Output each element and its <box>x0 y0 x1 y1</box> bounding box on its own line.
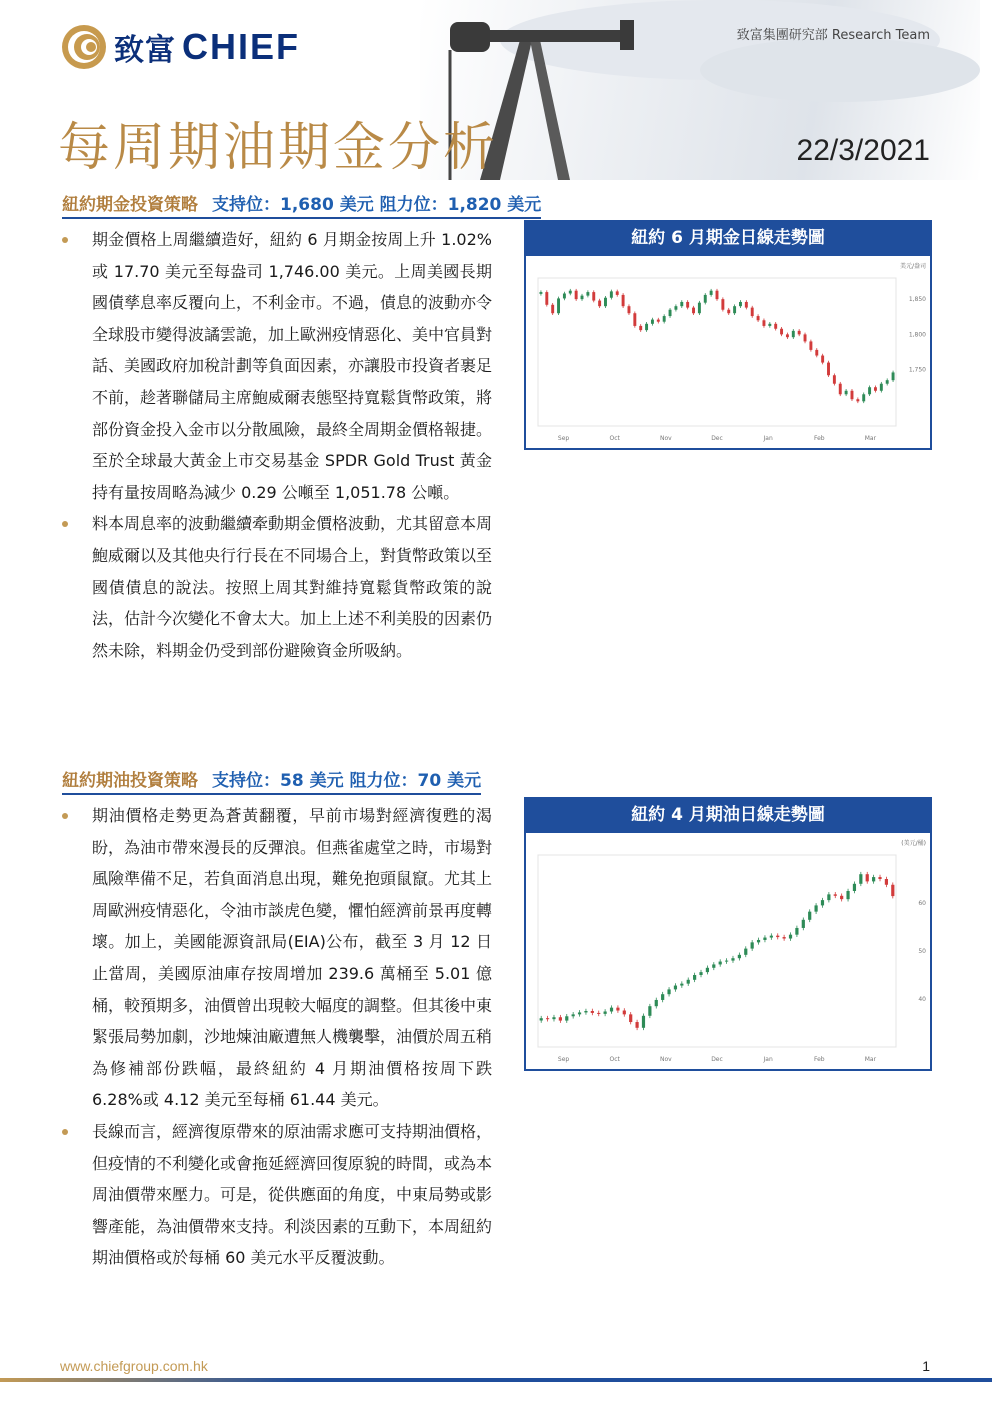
oil-candle-body <box>719 962 722 965</box>
oil-candle-body <box>604 1011 607 1013</box>
gold-candle-body <box>604 298 607 306</box>
oil-candle-body <box>648 1006 651 1016</box>
gold-y-tick: 1,800 <box>908 331 926 339</box>
oil-candle-body <box>629 1014 632 1022</box>
gold-candle-body <box>757 316 760 320</box>
gold-candle-body <box>551 305 554 313</box>
oil-candle-body <box>827 894 830 900</box>
oil-candle-body <box>859 874 862 884</box>
gold-x-tick: Oct <box>609 435 620 442</box>
gold-x-tick: Feb <box>813 435 825 442</box>
company-logo <box>60 22 300 72</box>
gold-candle-body <box>774 324 777 329</box>
oil-candle-body <box>546 1018 549 1019</box>
oil-candle-body <box>795 928 798 935</box>
gold-candle-body <box>851 391 854 399</box>
gold-candle-body <box>592 292 595 300</box>
gold-chart-title: 紐約 6 月期金日線走勢圖 <box>524 220 932 256</box>
gold-candle-body <box>880 384 883 391</box>
oil-candle-body <box>661 994 664 1000</box>
gold-candle-body <box>745 302 748 308</box>
gold-unit-label: 美元/盎司 <box>899 263 926 270</box>
gold-candle-body <box>674 306 677 310</box>
oil-candle-body <box>821 900 824 905</box>
oil-candle-body <box>757 940 760 942</box>
oil-candle-body <box>885 879 888 885</box>
oil-candle-body <box>706 968 709 972</box>
gold-candle-body <box>669 310 672 316</box>
gold-chart-panel <box>524 220 932 450</box>
oil-candle-body <box>680 984 683 986</box>
gold-analysis-list <box>62 224 492 666</box>
gold-bullet-2: 料本周息率的波動繼續牽動期金價格波動，尤其留意本周鮑威爾以及其他央行行長在不同場合上，對貨幣政策以至國債債息的說法。按照上周其對維持寬鬆貨幣政策的說法，估計今次變化不會太大。加上上述不利美股的因素仍然未除，料期金仍受到部份避險資金所吸納。 <box>62 508 492 666</box>
oil-support-resistance: 支持位：58 美元 阻力位：70 美元 <box>212 771 482 791</box>
gold-x-tick: Jan <box>763 435 773 442</box>
oil-candle-body <box>738 955 741 958</box>
gold-candle-body <box>704 295 707 303</box>
oil-x-tick: Jan <box>763 1056 773 1063</box>
oil-candle-body <box>725 961 728 962</box>
footer-divider <box>0 1378 992 1382</box>
gold-candlestick-chart <box>526 256 930 448</box>
gold-candle-body <box>868 387 871 394</box>
gold-candle-body <box>833 375 836 383</box>
oil-y-tick: 40 <box>918 996 926 1003</box>
gold-candle-body <box>628 306 631 313</box>
gold-candle-body <box>639 326 642 330</box>
gold-section-title: 紐約期金投資策略 <box>62 195 198 215</box>
oil-candle-body <box>693 975 696 980</box>
gold-y-tick: 1,850 <box>908 296 926 304</box>
gold-candle-body <box>792 331 795 337</box>
gold-candle-body <box>780 329 783 335</box>
gold-candle-body <box>856 399 859 401</box>
oil-candle-body <box>789 935 792 939</box>
oil-candle-body <box>866 874 869 881</box>
oil-x-tick: Nov <box>659 1056 672 1063</box>
oil-candlestick-chart <box>526 833 930 1069</box>
gold-candle-body <box>598 301 601 307</box>
oil-candle-body <box>872 877 875 881</box>
gold-candle-body <box>809 341 812 349</box>
oil-candle-body <box>776 936 779 937</box>
oil-candle-body <box>731 958 734 960</box>
gold-candle-body <box>827 363 830 376</box>
gold-x-tick: Mar <box>864 435 877 442</box>
oil-candle-body <box>642 1016 645 1028</box>
gold-candle-body <box>798 331 801 335</box>
oil-unit-label: (美元/桶) <box>901 840 926 847</box>
oil-x-tick: Feb <box>813 1056 825 1063</box>
gold-candle-body <box>569 291 572 294</box>
gold-candle-body <box>680 302 683 306</box>
gold-y-tick: 1,750 <box>908 366 926 374</box>
oil-candle-body <box>744 949 747 955</box>
gold-x-tick: Dec <box>711 435 723 442</box>
gold-candle-body <box>645 324 648 330</box>
oil-candle-body <box>687 980 690 984</box>
gold-candle-body <box>663 316 666 322</box>
gold-candle-body <box>786 334 789 337</box>
gold-candle-body <box>698 303 701 314</box>
footer-website-link[interactable]: www.chiefgroup.com.hk <box>60 1358 208 1374</box>
oil-candle-body <box>610 1008 613 1012</box>
gold-candle-body <box>721 299 724 310</box>
gold-candle-body <box>586 292 589 296</box>
oil-chart-title: 紐約 4 月期油日線走勢圖 <box>524 797 932 833</box>
oil-candle-body <box>770 936 773 938</box>
gold-candle-body <box>575 291 578 299</box>
gold-candle-body <box>539 292 542 294</box>
oil-candle-body <box>559 1017 562 1020</box>
gold-candle-body <box>762 320 765 326</box>
oil-candle-body <box>834 894 837 895</box>
gold-candle-body <box>733 306 736 313</box>
oil-candle-body <box>635 1022 638 1028</box>
oil-bullet-2: 長線而言，經濟復原帶來的原油需求應可支持期油價格，但疫情的不利變化或會拖延經濟回復原貌的時間，或為本周油價帶來壓力。可是，從供應面的角度，中東局勢或影響產能，為油價帶來支持。利淡因素的互動下，本周紐約期油價格或於每桶 60 美元水平反覆波動。 <box>62 1116 492 1274</box>
oil-candle-body <box>623 1011 626 1015</box>
oil-candle-body <box>814 905 817 911</box>
gold-candle-body <box>739 302 742 306</box>
gold-candle-body <box>710 291 713 295</box>
oil-candle-body <box>667 989 670 994</box>
oil-chart-body <box>524 833 932 1071</box>
gold-candle-body <box>886 380 889 384</box>
report-date: 22/3/2021 <box>796 134 930 167</box>
oil-candle-body <box>584 1011 587 1012</box>
oil-candle-body <box>712 964 715 967</box>
oil-candle-body <box>572 1014 575 1016</box>
oil-candle-body <box>846 891 849 899</box>
logo-chinese-text: 致富 <box>114 33 176 68</box>
oil-candle-body <box>878 877 881 879</box>
oil-x-tick: Sep <box>557 1056 570 1063</box>
gold-candle-body <box>622 295 625 306</box>
oil-candle-body <box>699 972 702 975</box>
gold-candle-body <box>862 394 865 401</box>
gold-candle-body <box>616 291 619 295</box>
gold-candle-body <box>657 320 660 322</box>
oil-x-tick: Mar <box>864 1056 877 1063</box>
oil-y-tick: 50 <box>918 948 926 955</box>
oil-candle-body <box>655 1000 658 1006</box>
gold-candle-body <box>845 391 848 395</box>
oil-candle-body <box>552 1017 555 1019</box>
chief-emblem-icon <box>60 23 108 71</box>
oil-candle-body <box>597 1013 600 1014</box>
oil-candle-body <box>808 912 811 920</box>
oil-candle-body <box>840 896 843 899</box>
oil-plot-frame <box>538 855 896 1047</box>
logo-english-text: CHIEF <box>182 26 300 67</box>
gold-candle-body <box>633 313 636 326</box>
oil-candle-body <box>763 938 766 940</box>
oil-candle-body <box>853 884 856 891</box>
gold-candle-body <box>610 291 613 297</box>
gold-candle-body <box>651 320 654 324</box>
oil-bullet-1: 期油價格走勢更為蒼黃翻覆，早前市場對經濟復甦的渴盼，為油市帶來漫長的反彈浪。但燕雀處堂之時，市場對風險準備不足，若負面消息出現，難免抱頭鼠竄。尤其上周歐洲疫情惡化，令油市談虎色變，懼怕經濟前景再度轉壞。加上，美國能源資訊局(EIA)公布，截至 3 月 12 日止當周，美國原油庫存按周增加 239.6 萬桶至 5.01 億桶，較預期多，油價曾出現較大幅度的調整。但其後中東緊張局勢加劇，沙地煉油廠遭無人機襲擊，油價於周五稍為修補部份跌幅，最終紐約 4 月期油價格按周下跌 6.28%或 4.12 美元至每桶 61.44 美元。 <box>62 800 492 1116</box>
gold-x-tick: Nov <box>659 435 672 442</box>
gold-candle-body <box>716 291 719 299</box>
gold-candle-body <box>563 294 566 299</box>
oil-candle-body <box>565 1016 568 1020</box>
gold-candle-body <box>839 384 842 395</box>
department-label: 致富集團研究部 Research Team <box>736 28 930 43</box>
gold-candle-body <box>727 310 730 314</box>
gold-support-resistance: 支持位：1,680 美元 阻力位：1,820 美元 <box>212 195 542 215</box>
gold-candle-body <box>686 302 689 308</box>
oil-candle-body <box>751 942 754 948</box>
gold-chart-body <box>524 256 932 450</box>
oil-y-tick: 60 <box>918 900 926 907</box>
gold-bullet-1: 期金價格上周繼續造好，紐約 6 月期金按周上升 1.02%或 17.70 美元至每盎司 1,746.00 美元。上周美國長期國債孳息率反覆向上，不利金市。不過，債息的波動亦令全球股市變得波譎雲詭，加上歐洲疫情惡化、美中官員對話、美國政府加稅計劃等負面因素，亦讓股市投資者裹足不前，趁著聯儲局主席鮑威爾表態堅持寬鬆貨幣政策，將部份資金投入金市以分散風險，最終全周期金價格報捷。至於全球最大黃金上市交易基金 SPDR Gold Trust 黃金持有量按周略為減少 0.29 公噸至 1,051.78 公噸。 <box>62 224 492 508</box>
gold-candle-body <box>557 298 560 313</box>
oil-candle-body <box>578 1012 581 1014</box>
oil-chart-panel <box>524 797 932 1071</box>
oil-candle-body <box>891 885 894 896</box>
oil-candle-body <box>540 1018 543 1020</box>
gold-candle-body <box>804 334 807 341</box>
report-title: 每周期油期金分析 <box>58 118 499 178</box>
gold-x-tick: Sep <box>557 435 570 442</box>
gold-candle-body <box>874 387 877 391</box>
gold-candle-body <box>692 308 695 314</box>
oil-candle-body <box>616 1008 619 1011</box>
oil-analysis-list <box>62 800 492 1274</box>
oil-section-heading <box>62 766 481 795</box>
gold-candle-body <box>821 356 824 363</box>
oil-x-tick: Oct <box>609 1056 620 1063</box>
gold-candle-body <box>545 292 548 305</box>
gold-candle-body <box>768 324 771 326</box>
gold-candle-body <box>581 296 584 300</box>
oil-x-tick: Dec <box>711 1056 723 1063</box>
gold-candle-body <box>751 308 754 316</box>
gold-candle-body <box>892 372 895 380</box>
gold-section-heading <box>62 190 541 219</box>
oil-candle-body <box>674 986 677 990</box>
oil-section-title: 紐約期油投資策略 <box>62 771 198 791</box>
oil-candle-body <box>783 937 786 938</box>
gold-candle-body <box>815 350 818 356</box>
page-number: 1 <box>922 1358 930 1374</box>
oil-candle-body <box>591 1011 594 1013</box>
oil-candle-body <box>802 920 805 928</box>
